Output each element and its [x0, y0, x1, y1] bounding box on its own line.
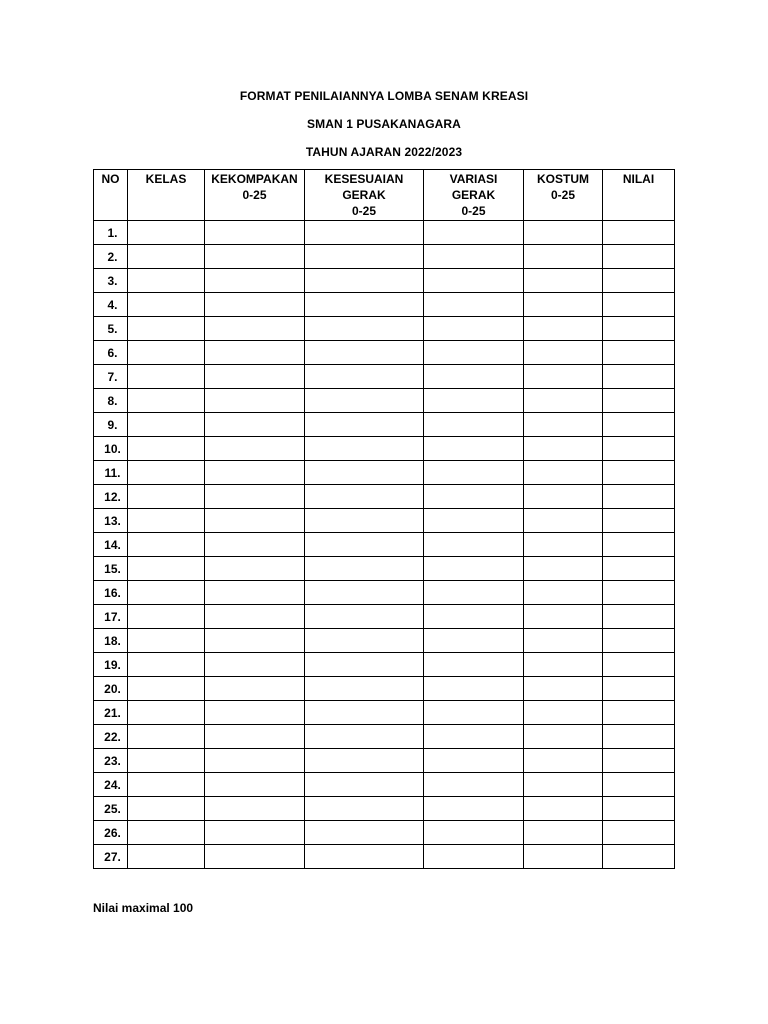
empty-score-cell — [424, 845, 524, 869]
empty-score-cell — [424, 749, 524, 773]
empty-score-cell — [305, 485, 424, 509]
table-row — [94, 557, 675, 581]
empty-score-cell — [205, 485, 305, 509]
empty-score-cell — [305, 437, 424, 461]
header-text: KEKOMPAKAN — [211, 172, 298, 186]
empty-score-cell — [603, 629, 675, 653]
header-text: NO — [101, 172, 120, 186]
empty-score-cell — [524, 581, 603, 605]
empty-score-cell — [424, 413, 524, 437]
empty-score-cell — [305, 557, 424, 581]
table-row — [94, 365, 675, 389]
empty-score-cell — [305, 221, 424, 245]
row-number: 23. — [94, 749, 128, 773]
table-row — [94, 797, 675, 821]
empty-score-cell — [128, 677, 205, 701]
table-header-row — [94, 170, 675, 221]
empty-score-cell — [205, 269, 305, 293]
table-row — [94, 341, 675, 365]
empty-score-cell — [205, 389, 305, 413]
table-row — [94, 509, 675, 533]
empty-score-cell — [424, 509, 524, 533]
empty-score-cell — [603, 677, 675, 701]
empty-score-cell — [128, 605, 205, 629]
empty-score-cell — [424, 725, 524, 749]
header-text: KESESUAIAN — [324, 172, 404, 186]
empty-score-cell — [424, 557, 524, 581]
header-kelas — [128, 170, 205, 221]
document-title: FORMAT PENILAIANNYA LOMBA SENAM KREASI — [239, 89, 529, 103]
row-number: 14. — [94, 533, 128, 557]
empty-score-cell — [524, 845, 603, 869]
row-number: 17. — [94, 605, 128, 629]
table-body — [94, 221, 675, 869]
header-kesesuaian-gerak — [305, 170, 424, 221]
table-row — [94, 437, 675, 461]
empty-score-cell — [603, 749, 675, 773]
empty-score-cell — [305, 773, 424, 797]
empty-score-cell — [524, 245, 603, 269]
table-row — [94, 581, 675, 605]
empty-score-cell — [205, 317, 305, 341]
empty-score-cell — [205, 341, 305, 365]
empty-score-cell — [128, 629, 205, 653]
row-number: 12. — [94, 485, 128, 509]
empty-score-cell — [524, 389, 603, 413]
empty-score-cell — [128, 341, 205, 365]
empty-score-cell — [603, 725, 675, 749]
row-number: 15. — [94, 557, 128, 581]
empty-score-cell — [205, 245, 305, 269]
header-text: 0-25 — [461, 204, 486, 218]
empty-score-cell — [128, 557, 205, 581]
empty-score-cell — [524, 725, 603, 749]
header-text: 0-25 — [550, 188, 576, 202]
empty-score-cell — [524, 797, 603, 821]
header-text: 0-25 — [351, 204, 377, 218]
empty-score-cell — [305, 653, 424, 677]
empty-score-cell — [128, 461, 205, 485]
empty-score-cell — [524, 701, 603, 725]
empty-score-cell — [603, 293, 675, 317]
empty-score-cell — [424, 221, 524, 245]
empty-score-cell — [524, 533, 603, 557]
empty-score-cell — [524, 269, 603, 293]
empty-score-cell — [424, 821, 524, 845]
table-row — [94, 413, 675, 437]
row-number: 24. — [94, 773, 128, 797]
table-row — [94, 605, 675, 629]
score-table — [93, 169, 675, 869]
empty-score-cell — [205, 437, 305, 461]
empty-score-cell — [305, 389, 424, 413]
empty-score-cell — [128, 365, 205, 389]
empty-score-cell — [205, 773, 305, 797]
empty-score-cell — [205, 629, 305, 653]
empty-score-cell — [524, 629, 603, 653]
table-row — [94, 629, 675, 653]
empty-score-cell — [128, 317, 205, 341]
empty-score-cell — [305, 797, 424, 821]
empty-score-cell — [305, 845, 424, 869]
empty-score-cell — [305, 749, 424, 773]
empty-score-cell — [128, 245, 205, 269]
empty-score-cell — [424, 341, 524, 365]
empty-score-cell — [305, 293, 424, 317]
empty-score-cell — [205, 845, 305, 869]
school-name: SMAN 1 PUSAKANAGARA — [307, 117, 461, 131]
empty-score-cell — [305, 413, 424, 437]
row-number: 10. — [94, 437, 128, 461]
empty-score-cell — [305, 605, 424, 629]
table-row — [94, 653, 675, 677]
empty-score-cell — [205, 221, 305, 245]
empty-score-cell — [424, 245, 524, 269]
row-number: 1. — [94, 221, 128, 245]
empty-score-cell — [603, 701, 675, 725]
table-row — [94, 821, 675, 845]
empty-score-cell — [524, 605, 603, 629]
empty-score-cell — [424, 485, 524, 509]
academic-year: TAHUN AJARAN 2022/2023 — [305, 145, 463, 159]
empty-score-cell — [205, 797, 305, 821]
empty-score-cell — [603, 221, 675, 245]
row-number: 19. — [94, 653, 128, 677]
empty-score-cell — [524, 293, 603, 317]
header-variasi-gerak — [424, 170, 524, 221]
empty-score-cell — [305, 677, 424, 701]
empty-score-cell — [305, 461, 424, 485]
empty-score-cell — [424, 797, 524, 821]
table-row — [94, 701, 675, 725]
empty-score-cell — [603, 557, 675, 581]
empty-score-cell — [128, 221, 205, 245]
empty-score-cell — [128, 653, 205, 677]
empty-score-cell — [128, 845, 205, 869]
table-row — [94, 293, 675, 317]
row-number: 2. — [94, 245, 128, 269]
empty-score-cell — [205, 293, 305, 317]
empty-score-cell — [205, 605, 305, 629]
table-row — [94, 533, 675, 557]
empty-score-cell — [305, 581, 424, 605]
empty-score-cell — [524, 773, 603, 797]
empty-score-cell — [603, 317, 675, 341]
row-number: 7. — [94, 365, 128, 389]
row-number: 13. — [94, 509, 128, 533]
header-kekompakan — [205, 170, 305, 221]
empty-score-cell — [128, 749, 205, 773]
empty-score-cell — [603, 605, 675, 629]
empty-score-cell — [305, 317, 424, 341]
empty-score-cell — [128, 509, 205, 533]
empty-score-cell — [603, 845, 675, 869]
empty-score-cell — [305, 269, 424, 293]
empty-score-cell — [305, 341, 424, 365]
header-text: KOSTUM — [537, 172, 589, 186]
empty-score-cell — [603, 365, 675, 389]
empty-score-cell — [424, 533, 524, 557]
row-number: 3. — [94, 269, 128, 293]
row-number: 8. — [94, 389, 128, 413]
table-row — [94, 245, 675, 269]
empty-score-cell — [305, 509, 424, 533]
row-number: 18. — [94, 629, 128, 653]
empty-score-cell — [128, 773, 205, 797]
header-text: KELAS — [145, 172, 187, 186]
empty-score-cell — [128, 269, 205, 293]
empty-score-cell — [603, 461, 675, 485]
empty-score-cell — [524, 821, 603, 845]
empty-score-cell — [128, 797, 205, 821]
empty-score-cell — [424, 461, 524, 485]
empty-score-cell — [424, 701, 524, 725]
empty-score-cell — [603, 269, 675, 293]
row-number: 22. — [94, 725, 128, 749]
header-text: 0-25 — [242, 188, 267, 202]
empty-score-cell — [305, 533, 424, 557]
table-row — [94, 773, 675, 797]
table-row — [94, 317, 675, 341]
empty-score-cell — [305, 701, 424, 725]
empty-score-cell — [305, 821, 424, 845]
empty-score-cell — [524, 509, 603, 533]
empty-score-cell — [524, 461, 603, 485]
empty-score-cell — [424, 365, 524, 389]
empty-score-cell — [424, 581, 524, 605]
empty-score-cell — [205, 461, 305, 485]
empty-score-cell — [424, 389, 524, 413]
empty-score-cell — [524, 485, 603, 509]
table-row — [94, 389, 675, 413]
empty-score-cell — [603, 797, 675, 821]
row-number: 16. — [94, 581, 128, 605]
empty-score-cell — [524, 413, 603, 437]
empty-score-cell — [128, 413, 205, 437]
empty-score-cell — [524, 317, 603, 341]
empty-score-cell — [128, 581, 205, 605]
empty-score-cell — [205, 557, 305, 581]
empty-score-cell — [205, 509, 305, 533]
empty-score-cell — [424, 293, 524, 317]
empty-score-cell — [128, 533, 205, 557]
table-row — [94, 461, 675, 485]
table-row — [94, 725, 675, 749]
empty-score-cell — [205, 533, 305, 557]
empty-score-cell — [603, 509, 675, 533]
empty-score-cell — [205, 413, 305, 437]
header-no — [94, 170, 128, 221]
table-row — [94, 677, 675, 701]
row-number: 25. — [94, 797, 128, 821]
empty-score-cell — [424, 605, 524, 629]
table-row — [94, 749, 675, 773]
empty-score-cell — [524, 557, 603, 581]
empty-score-cell — [205, 365, 305, 389]
empty-score-cell — [128, 821, 205, 845]
empty-score-cell — [128, 437, 205, 461]
empty-score-cell — [603, 773, 675, 797]
empty-score-cell — [128, 725, 205, 749]
header-text: NILAI — [622, 172, 655, 186]
empty-score-cell — [424, 437, 524, 461]
empty-score-cell — [603, 653, 675, 677]
empty-score-cell — [205, 581, 305, 605]
empty-score-cell — [128, 485, 205, 509]
empty-score-cell — [603, 821, 675, 845]
empty-score-cell — [603, 485, 675, 509]
row-number: 5. — [94, 317, 128, 341]
empty-score-cell — [603, 389, 675, 413]
table-row — [94, 485, 675, 509]
empty-score-cell — [305, 365, 424, 389]
empty-score-cell — [524, 749, 603, 773]
empty-score-cell — [424, 269, 524, 293]
row-number: 27. — [94, 845, 128, 869]
empty-score-cell — [128, 389, 205, 413]
footer-note: Nilai maximal 100 — [93, 901, 194, 915]
header-text: GERAK — [451, 188, 496, 202]
row-number: 20. — [94, 677, 128, 701]
empty-score-cell — [205, 749, 305, 773]
table-row — [94, 845, 675, 869]
empty-score-cell — [205, 701, 305, 725]
empty-score-cell — [424, 677, 524, 701]
empty-score-cell — [205, 677, 305, 701]
row-number: 11. — [94, 461, 128, 485]
empty-score-cell — [603, 533, 675, 557]
header-nilai — [603, 170, 675, 221]
empty-score-cell — [603, 413, 675, 437]
row-number: 4. — [94, 293, 128, 317]
row-number: 21. — [94, 701, 128, 725]
empty-score-cell — [603, 341, 675, 365]
empty-score-cell — [305, 725, 424, 749]
row-number: 9. — [94, 413, 128, 437]
empty-score-cell — [524, 221, 603, 245]
empty-score-cell — [305, 245, 424, 269]
empty-score-cell — [524, 437, 603, 461]
empty-score-cell — [128, 701, 205, 725]
empty-score-cell — [205, 821, 305, 845]
empty-score-cell — [205, 653, 305, 677]
empty-score-cell — [424, 317, 524, 341]
empty-score-cell — [424, 773, 524, 797]
empty-score-cell — [305, 629, 424, 653]
header-text: VARIASI — [449, 172, 498, 186]
empty-score-cell — [205, 725, 305, 749]
header-text: GERAK — [342, 188, 386, 202]
empty-score-cell — [424, 629, 524, 653]
row-number: 26. — [94, 821, 128, 845]
empty-score-cell — [424, 653, 524, 677]
table-row — [94, 221, 675, 245]
table-row — [94, 269, 675, 293]
empty-score-cell — [524, 677, 603, 701]
row-number: 6. — [94, 341, 128, 365]
empty-score-cell — [603, 437, 675, 461]
empty-score-cell — [524, 365, 603, 389]
empty-score-cell — [524, 653, 603, 677]
header-kostum — [524, 170, 603, 221]
empty-score-cell — [603, 581, 675, 605]
empty-score-cell — [128, 293, 205, 317]
empty-score-cell — [603, 245, 675, 269]
empty-score-cell — [524, 341, 603, 365]
